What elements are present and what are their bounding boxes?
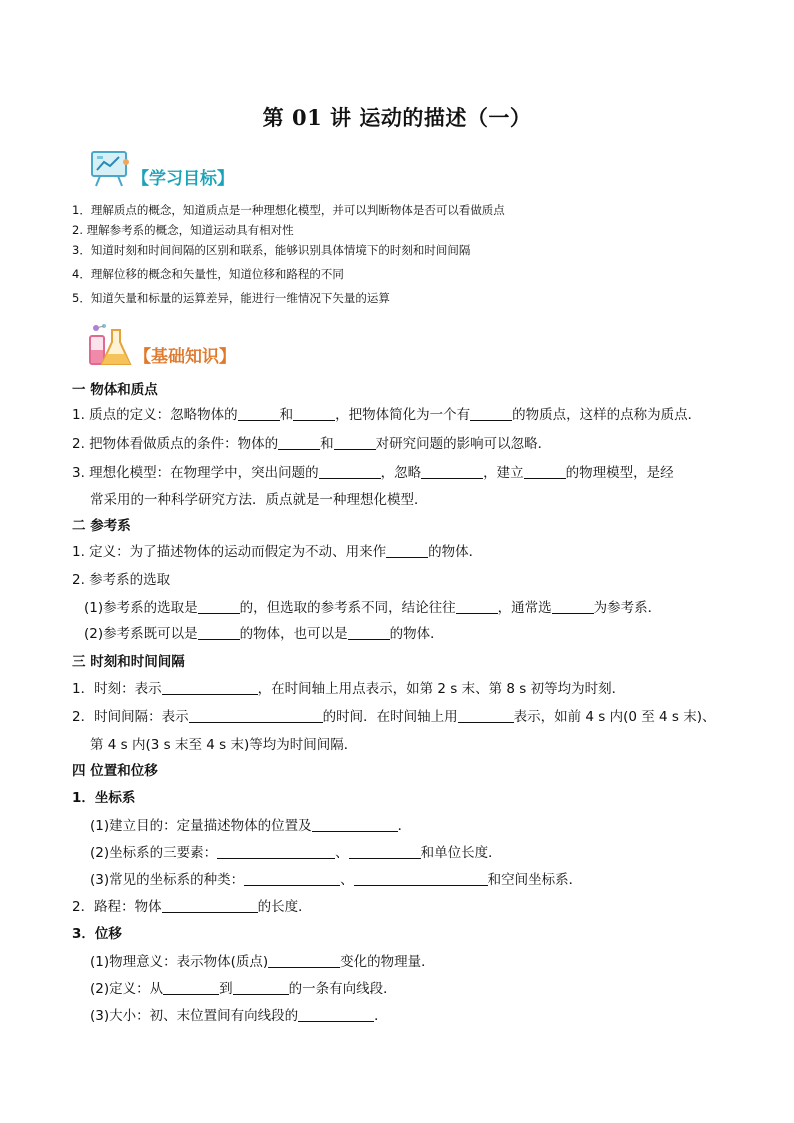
lab-flask-icon (86, 322, 134, 370)
blank (386, 545, 428, 558)
text-line: (1)物理意义：表示物体(质点) 变化的物理量． (90, 954, 435, 970)
goals-heading: 【学习目标】 (132, 169, 234, 189)
text-line: 1. 定义：为了描述物体的运动而假定为不动、用来作 的物体． (72, 544, 483, 560)
text-line: 2. 把物体看做质点的条件：物体的 和 对研究问题的影响可以忽略． (72, 436, 552, 452)
blank (278, 437, 320, 450)
blank (293, 408, 335, 421)
blank (217, 846, 335, 859)
text-line: 常采用的一种科学研究方法．质点就是一种理想化模型． (90, 492, 428, 508)
text-line: (3)大小：初、末位置间有向线段的 ． (90, 1008, 388, 1024)
goal-item: 2. 理解参考系的概念，知道运动具有相对性 (72, 223, 294, 237)
text-line: 1．时刻：表示 ，在时间轴上用点表示，如第 2 s 末、第 8 s 初等均为时刻． (72, 681, 626, 697)
text-line: 1. 质点的定义：忽略物体的 和 ，把物体简化为一个有 的物质点，这样的点称为质点． (72, 407, 702, 423)
blank (162, 900, 258, 913)
blank (198, 627, 240, 640)
text-line: (1)参考系的选取是 的，但选取的参考系不同，结论往往 ，通常选 为参考系． (84, 600, 662, 616)
text-line: (1)建立目的：定量描述物体的位置及 ． (90, 818, 412, 834)
text-line: (2)参考系既可以是 的物体，也可以是 的物体． (84, 626, 444, 642)
presentation-board-icon (88, 148, 132, 188)
blank (233, 982, 289, 995)
blank (298, 1009, 374, 1022)
goal-item: 3．知道时刻和时间间隔的区别和联系，能够识别具体情境下的时刻和时间间隔 (72, 243, 471, 257)
subsection-heading: 1．坐标系 (72, 790, 136, 806)
page-title: 第 01 讲 运动的描述（一） (262, 105, 532, 130)
goal-item: 4．理解位移的概念和矢量性，知道位移和路程的不同 (72, 267, 344, 281)
text-line: (2)坐标系的三要素： 、 和单位长度． (90, 845, 502, 861)
section-heading: 三 时刻和时间间隔 (72, 654, 185, 670)
text-line: 3. 理想化模型：在物理学中，突出问题的 ，忽略 ，建立 的物理模型，是经 (72, 465, 674, 481)
text-line: (2)定义：从 到 的一条有向线段． (90, 981, 397, 997)
text-line: (3)常见的坐标系的种类： 、 和空间坐标系． (90, 872, 583, 888)
section-heading: 二 参考系 (72, 518, 131, 534)
blank (421, 466, 483, 479)
basics-heading: 【基础知识】 (134, 347, 236, 367)
blank (198, 601, 240, 614)
blank (244, 873, 340, 886)
blank (354, 873, 488, 886)
blank (312, 819, 398, 832)
text-line: 2. 参考系的选取 (72, 572, 171, 588)
subsection-heading: 3．位移 (72, 926, 122, 942)
blank (189, 710, 323, 723)
blank (349, 846, 421, 859)
blank (458, 710, 514, 723)
blank (456, 601, 498, 614)
section-heading: 四 位置和位移 (72, 763, 158, 779)
text-line: 第 4 s 内(3 s 末至 4 s 末)等均为时间间隔． (90, 737, 358, 753)
blank (552, 601, 594, 614)
blank (268, 955, 340, 968)
goal-item: 1．理解质点的概念，知道质点是一种理想化模型，并可以判断物体是否可以看做质点 (72, 203, 505, 217)
goal-item: 5．知道矢量和标量的运算差异，能进行一维情况下矢量的运算 (72, 291, 390, 305)
blank (162, 682, 258, 695)
text-line: 2．时间间隔：表示 的时间．在时间轴上用 表示，如前 4 s 内(0 至 4 s 末)、 (72, 709, 716, 725)
blank (163, 982, 219, 995)
blank (319, 466, 381, 479)
blank (348, 627, 390, 640)
blank (238, 408, 280, 421)
blank (524, 466, 566, 479)
blank (470, 408, 512, 421)
blank (334, 437, 376, 450)
text-line: 2．路程：物体 的长度． (72, 899, 312, 915)
section-heading: 一 物体和质点 (72, 382, 158, 398)
